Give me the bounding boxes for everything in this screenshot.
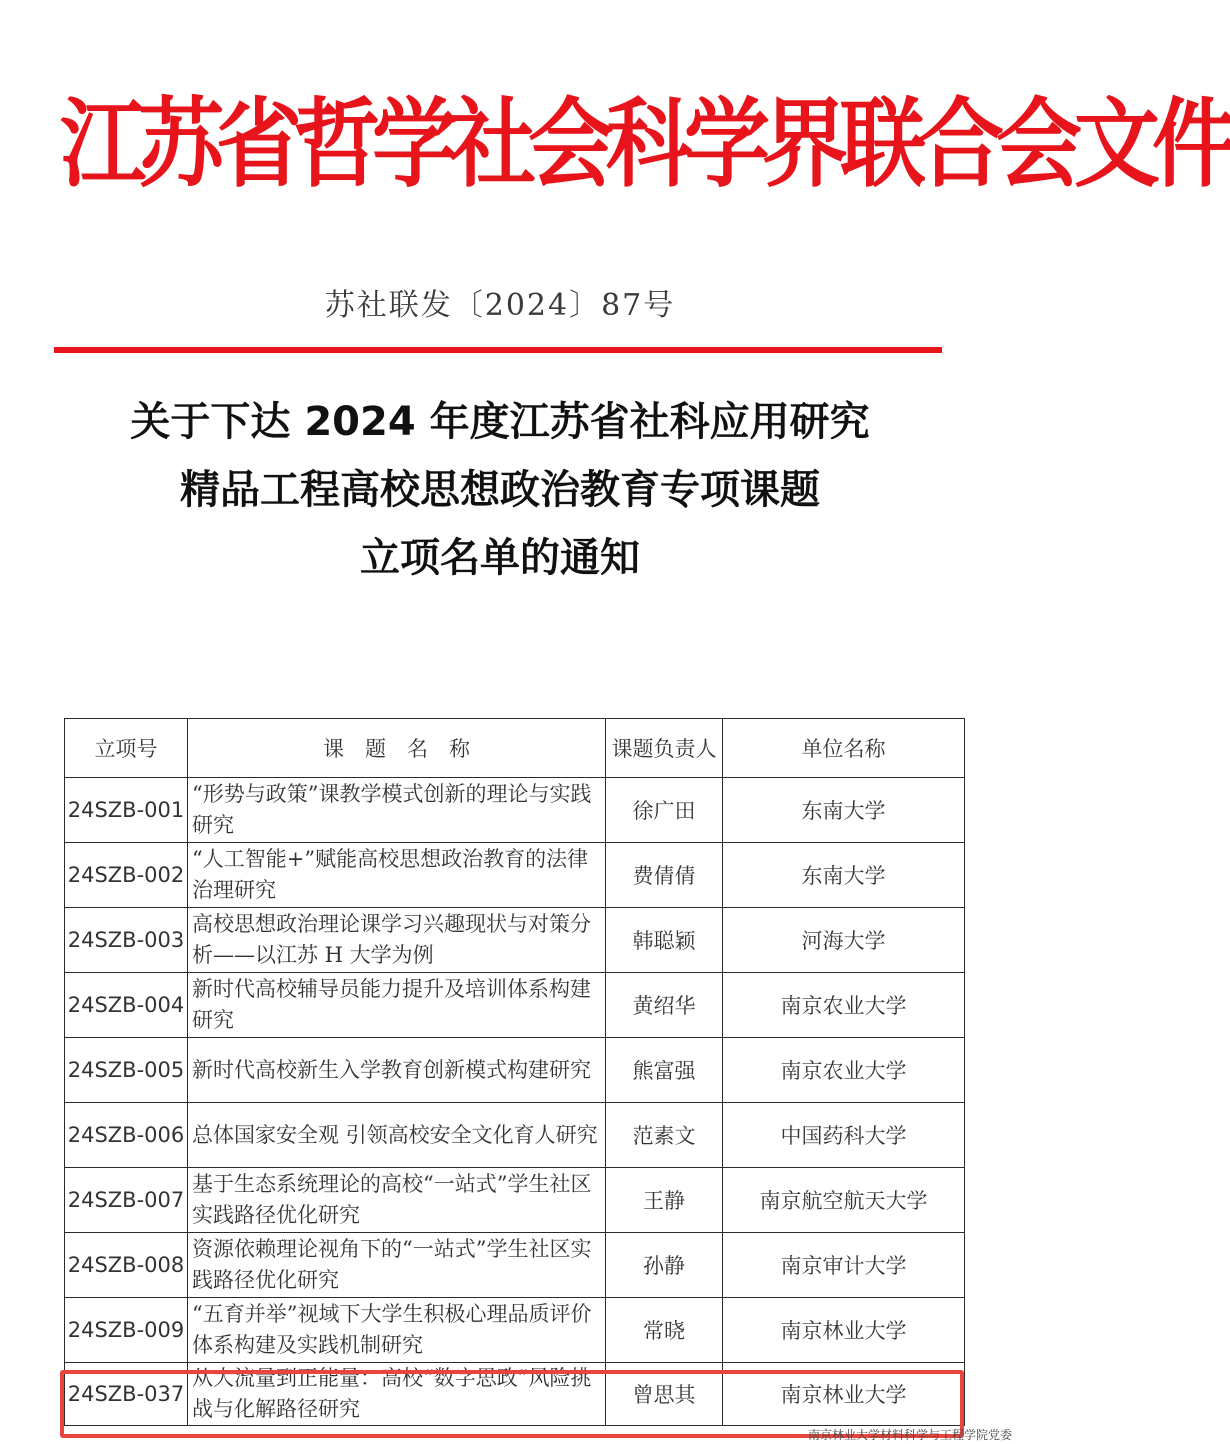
table-row [65, 778, 965, 843]
project-leader: 黄绍华 [606, 973, 723, 1038]
project-topic: 基于生态系统理论的高校“一站式”学生社区实践路径优化研究 [188, 1168, 606, 1233]
table-row [65, 1038, 965, 1103]
project-table [64, 718, 965, 1426]
title-line-1: 关于下达 2024 年度江苏省社科应用研究 [130, 399, 870, 445]
project-unit: 东南大学 [723, 778, 965, 843]
project-leader: 王静 [606, 1168, 723, 1233]
project-leader: 范素文 [606, 1103, 723, 1168]
project-id: 24SZB-037 [65, 1363, 188, 1426]
table-row [65, 1233, 965, 1298]
title-line-3: 立项名单的通知 [360, 535, 640, 581]
title-line-2: 精品工程高校思想政治教育专项课题 [180, 467, 820, 513]
project-topic: “形势与政策”课教学模式创新的理论与实践研究 [188, 778, 606, 843]
project-topic: “人工智能+”赋能高校思想政治教育的法律治理研究 [188, 843, 606, 908]
project-leader: 徐广田 [606, 778, 723, 843]
project-leader: 孙静 [606, 1233, 723, 1298]
project-topic: 新时代高校新生入学教育创新模式构建研究 [188, 1038, 606, 1103]
project-id: 24SZB-002 [65, 843, 188, 908]
header-project-id: 立项号 [65, 719, 188, 778]
table-row [65, 843, 965, 908]
project-leader: 常晓 [606, 1298, 723, 1363]
project-leader: 熊富强 [606, 1038, 723, 1103]
project-unit: 中国药科大学 [723, 1103, 965, 1168]
project-id: 24SZB-004 [65, 973, 188, 1038]
project-topic: 高校思想政治理论课学习兴趣现状与对策分析——以江苏 H 大学为例 [188, 908, 606, 973]
project-topic: 从大流量到正能量：高校“数字思政”风险挑战与化解路径研究 [188, 1363, 606, 1426]
project-unit: 南京农业大学 [723, 1038, 965, 1103]
project-leader: 韩聪颖 [606, 908, 723, 973]
red-divider [54, 347, 942, 353]
watermark-text: 南京林业大学材料科学与工程学院党委 [807, 1428, 1012, 1442]
project-unit: 南京审计大学 [723, 1233, 965, 1298]
project-unit: 南京林业大学 [723, 1363, 965, 1426]
project-id: 24SZB-007 [65, 1168, 188, 1233]
table-row [65, 973, 965, 1038]
project-unit: 南京农业大学 [723, 973, 965, 1038]
header-unit: 单位名称 [723, 719, 965, 778]
project-topic: 总体国家安全观 引领高校安全文化育人研究 [188, 1103, 606, 1168]
project-id: 24SZB-005 [65, 1038, 188, 1103]
header-leader: 课题负责人 [606, 719, 723, 778]
table-header-row [65, 719, 965, 778]
project-unit: 东南大学 [723, 843, 965, 908]
project-topic: “五育并举”视域下大学生积极心理品质评价体系构建及实践机制研究 [188, 1298, 606, 1363]
project-unit: 南京林业大学 [723, 1298, 965, 1363]
project-leader: 费倩倩 [606, 843, 723, 908]
highlighted-table-row [65, 1363, 965, 1426]
project-unit: 河海大学 [723, 908, 965, 973]
document-number: 苏社联发〔2024〕87号 [324, 288, 676, 323]
project-id: 24SZB-008 [65, 1233, 188, 1298]
project-unit: 南京航空航天大学 [723, 1168, 965, 1233]
table-row [65, 908, 965, 973]
project-leader: 曾思其 [606, 1363, 723, 1426]
table-row [65, 1168, 965, 1233]
header-topic: 课 题 名 称 [188, 719, 606, 778]
project-topic: 新时代高校辅导员能力提升及培训体系构建研究 [188, 973, 606, 1038]
notice-title [0, 388, 1000, 592]
project-id: 24SZB-009 [65, 1298, 188, 1363]
project-topic: 资源依赖理论视角下的“一站式”学生社区实践路径优化研究 [188, 1233, 606, 1298]
issuer-masthead: 江苏省哲学社会科学界联合会文件 [60, 88, 1230, 201]
project-id: 24SZB-006 [65, 1103, 188, 1168]
table-row [65, 1103, 965, 1168]
project-id: 24SZB-001 [65, 778, 188, 843]
table-row [65, 1298, 965, 1363]
project-id: 24SZB-003 [65, 908, 188, 973]
